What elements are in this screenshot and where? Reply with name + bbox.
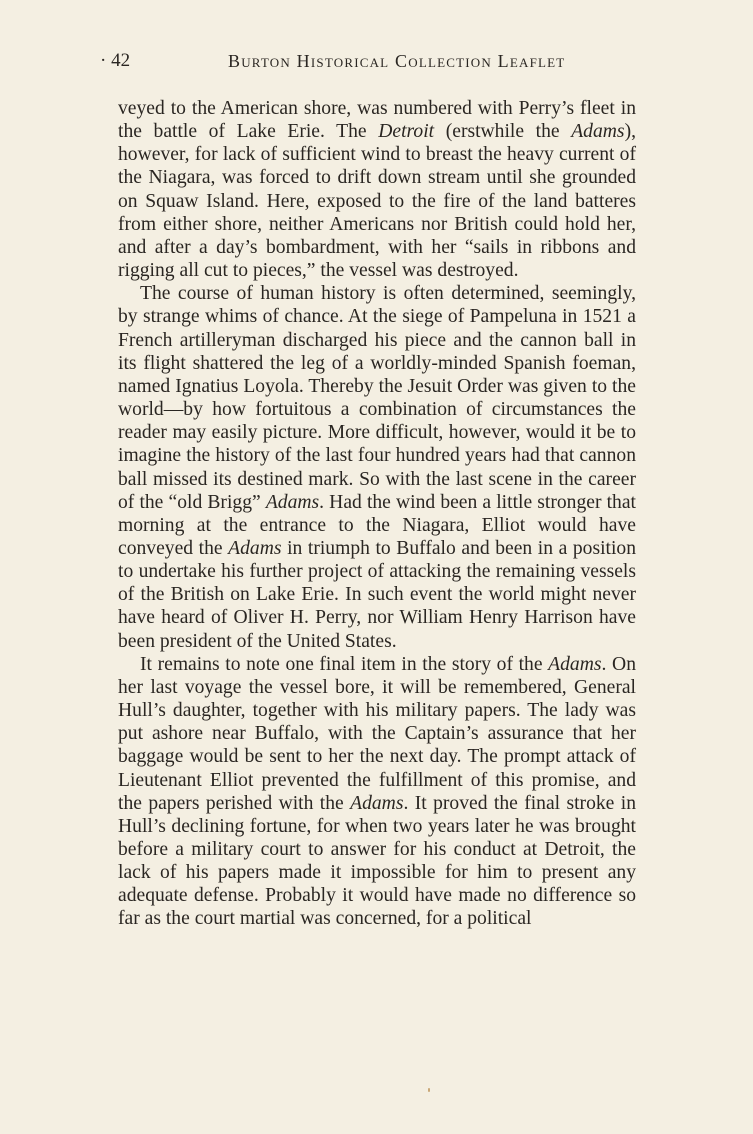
page-number: · 42 (100, 50, 131, 71)
paper-speck (428, 1088, 430, 1092)
running-head: Burton Historical Collection Leaflet (228, 51, 566, 71)
text-run: . It proved the final stroke in Hull’s declining fortune, for when two years later he was brought before a military court to answer for his conduct at Detroit, the lack of his papers made it impossible for him to present any adequate defense. Probably it would have made no difference so far as the court martial was concerned, for a political (118, 792, 636, 930)
text-run: The course of human history is often determined, seemingly, by strange whims of chance. At the siege of Pampeluna in 1521 a French artilleryman discharged his piece and the cannon ball in its flight shattered the leg of a worldly-minded Spanish foeman, named Ignatius Loyola. Thereby the Jesuit Order was given to the world—by how fortuitous a combination of circumstances the reader may easily picture. More difficult, however, would it be to imagine the history of the last four hundred years had that cannon ball missed its destined mark. So with the last scene in the career of the “old Brigg” (118, 283, 636, 513)
text-run: veyed to the American shore, was numbered with Perry’s fleet in the battle of Lake Erie. The (118, 98, 636, 143)
italic-run: Detroit (378, 121, 435, 143)
italic-run: Adams (571, 121, 625, 143)
italic-run: Adams (548, 653, 602, 675)
text-run: ), however, for lack of sufficient wind to breast the heavy current of the Niagara, was forced to drift down stream until she grounded on Squaw Island. Here, exposed to the fire of the land batteres from either shore, neither Americans nor British could hold her, and after a day’s bombardment, with her “sails in ribbons and rigging all cut to pieces,” the vessel was destroyed. (118, 121, 636, 282)
text-run: It remains to note one final item in the story of the (140, 653, 549, 675)
text-run: . On her last voyage the vessel bore, it will be remembered, General Hull’s daughter, together with his military papers. The lady was put ashore near Buffalo, with the Captain’s assurance that her baggage would be sent to her the next day. The prompt attack of Lieutenant Elliot prevented the fulfillment of this promise, and the papers perished with the (118, 653, 636, 814)
italic-run: Adams (228, 537, 282, 559)
paragraph-2 (118, 282, 636, 653)
italic-run: Adams (265, 491, 320, 513)
body-text (118, 97, 636, 931)
text-run: . Had the wind been a little stronger that morning at the entrance to the Niagara, Elliot would have conveyed the (118, 491, 636, 559)
italic-run: Adams (350, 792, 404, 814)
text-run: (erstwhile the (434, 121, 572, 143)
page-header (100, 50, 660, 78)
paragraph-3 (118, 653, 636, 931)
paragraph-1 (118, 97, 636, 282)
text-run: in triumph to Buffalo and been in a position to undertake his further project of attacking the remaining vessels of the British on Lake Erie. In such event the world might never have heard of Oliver H. Perry, nor William Henry Harrison have been president of the United States. (118, 537, 637, 652)
